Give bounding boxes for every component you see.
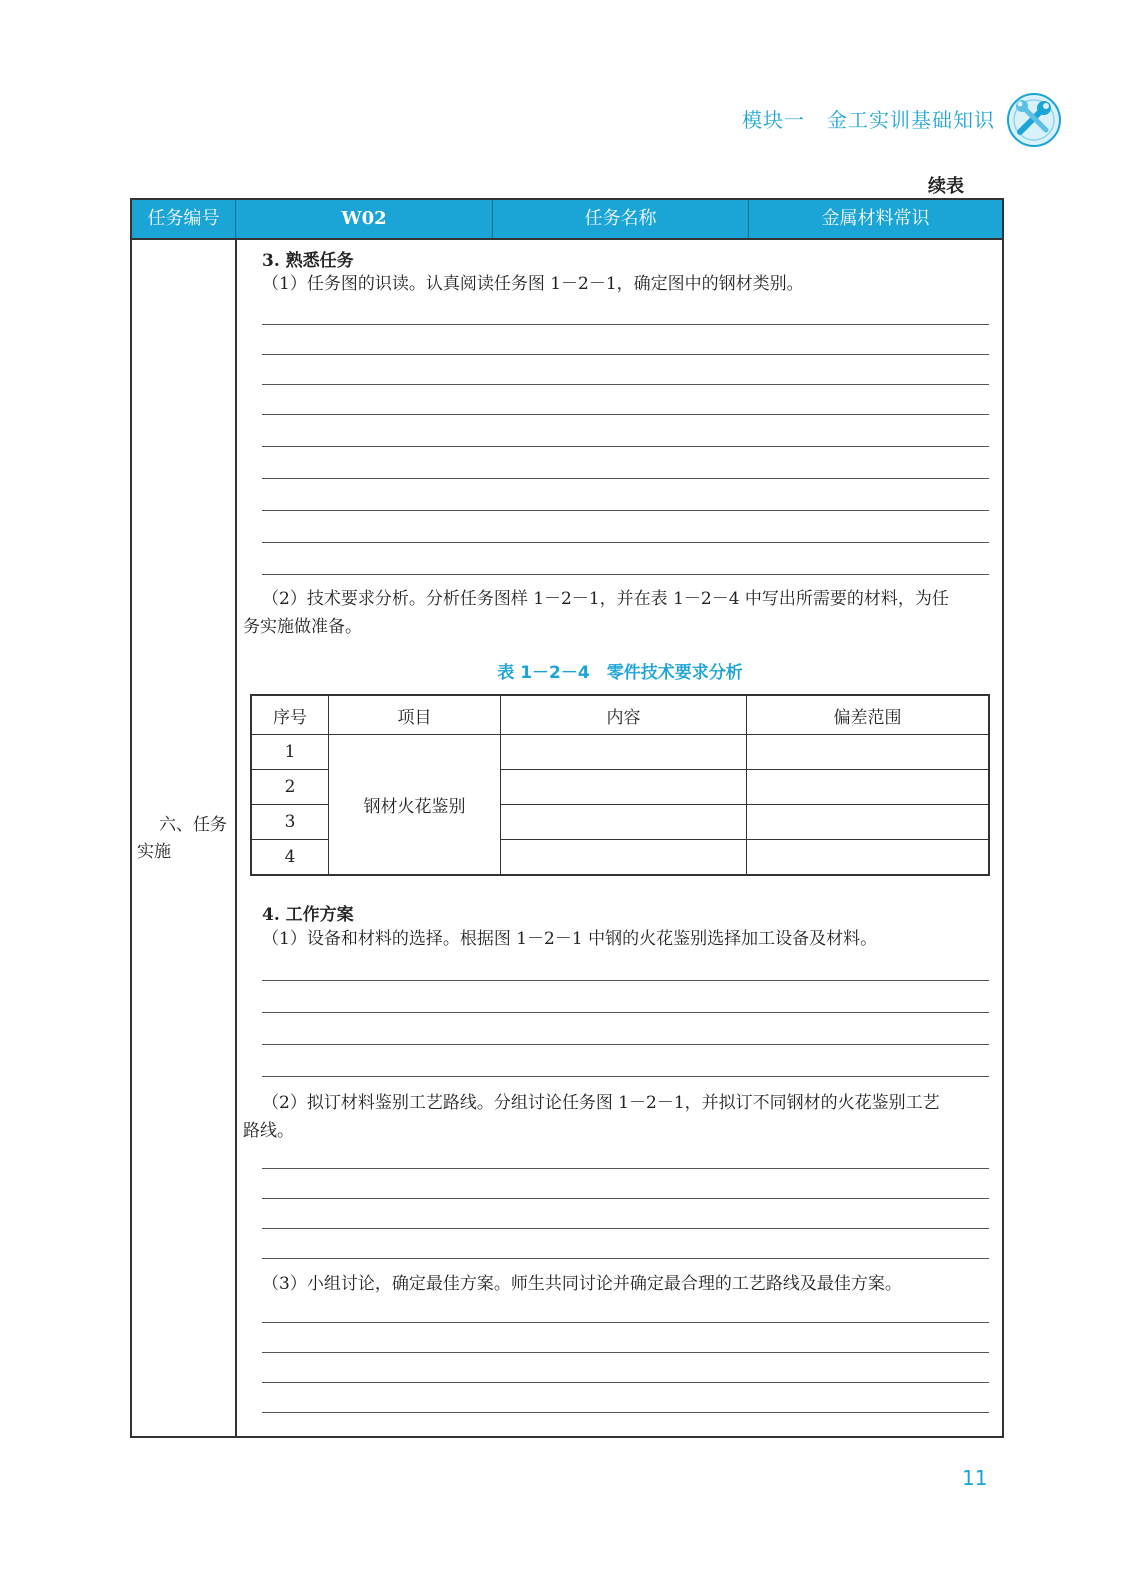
answer-line[interactable] — [262, 478, 989, 479]
continued-label: 续表 — [928, 176, 964, 197]
content-cell[interactable] — [501, 770, 747, 805]
module-title: 金工实训基础知识 — [827, 108, 995, 132]
section-label-line2: 实施 — [137, 842, 171, 862]
answer-line[interactable] — [262, 1322, 989, 1323]
answer-line[interactable] — [262, 1382, 989, 1383]
answer-line[interactable] — [262, 1258, 989, 1259]
answer-line[interactable] — [262, 1198, 989, 1199]
task-id-value: W02 — [341, 208, 387, 229]
answer-line[interactable] — [262, 324, 989, 325]
answer-line[interactable] — [262, 1228, 989, 1229]
content-cell[interactable] — [501, 805, 747, 840]
task-id-label: 任务编号 — [147, 208, 220, 229]
section-4-item-2-line1: （2）拟订材料鉴别工艺路线。分组讨论任务图 1－2－1，并拟订不同钢材的火花鉴别工艺 — [262, 1093, 940, 1113]
answer-line[interactable] — [262, 510, 989, 511]
page-number: 11 — [962, 1466, 988, 1490]
answer-line[interactable] — [262, 414, 989, 415]
answer-line[interactable] — [262, 1412, 989, 1413]
merged-item-cell: 钢材火花鉴别 — [329, 735, 501, 876]
wrench-icon — [1004, 90, 1064, 150]
answer-line[interactable] — [262, 542, 989, 543]
tolerance-cell[interactable] — [747, 805, 990, 840]
answer-line[interactable] — [262, 1168, 989, 1169]
col-header-tolerance: 偏差范围 — [747, 695, 990, 735]
content-cell[interactable] — [501, 840, 747, 876]
answer-line[interactable] — [262, 384, 989, 385]
section-3-item-2-line2: 务实施做准备。 — [243, 617, 362, 637]
section-3-item-1: （1）任务图的识读。认真阅读任务图 1－2－1，确定图中的钢材类别。 — [262, 274, 804, 294]
section-label-line1: 六、任务 — [159, 815, 227, 835]
section-3-title: 3. 熟悉任务 — [262, 251, 354, 271]
answer-line[interactable] — [262, 1352, 989, 1353]
section-3-item-2 — [243, 585, 1003, 641]
tolerance-cell[interactable] — [747, 770, 990, 805]
answer-line[interactable] — [262, 574, 989, 575]
answer-line[interactable] — [262, 354, 989, 355]
header-divider — [132, 238, 1002, 240]
table-row — [251, 735, 989, 770]
row-index: 3 — [251, 805, 329, 840]
table-header-row — [251, 695, 989, 735]
row-index: 4 — [251, 840, 329, 876]
tolerance-cell[interactable] — [747, 840, 990, 876]
answer-line[interactable] — [262, 1044, 989, 1045]
col-header-index: 序号 — [251, 695, 329, 735]
content-cell[interactable] — [501, 735, 747, 770]
task-table-header — [132, 200, 1002, 238]
section-label — [137, 812, 232, 866]
module-number: 模块一 — [742, 108, 805, 132]
section-4-item-2 — [243, 1089, 1003, 1145]
table-caption: 表 1－2－4 零件技术要求分析 — [497, 663, 743, 683]
answer-line[interactable] — [262, 446, 989, 447]
column-divider — [235, 240, 237, 1436]
row-index: 1 — [251, 735, 329, 770]
task-name-label: 任务名称 — [584, 208, 657, 229]
task-name-value: 金属材料常识 — [821, 208, 930, 229]
requirements-table — [250, 694, 990, 876]
answer-line[interactable] — [262, 980, 989, 981]
col-header-item: 项目 — [329, 695, 501, 735]
running-header — [742, 104, 995, 133]
answer-line[interactable] — [262, 1076, 989, 1077]
section-4-item-3: （3）小组讨论，确定最佳方案。师生共同讨论并确定最合理的工艺路线及最佳方案。 — [262, 1274, 902, 1294]
tolerance-cell[interactable] — [747, 735, 990, 770]
section-3-item-2-line1: （2）技术要求分析。分析任务图样 1－2－1，并在表 1－2－4 中写出所需要的材料，为任 — [262, 589, 949, 609]
col-header-content: 内容 — [501, 695, 747, 735]
row-index: 2 — [251, 770, 329, 805]
section-4-title: 4. 工作方案 — [262, 905, 354, 925]
answer-line[interactable] — [262, 1012, 989, 1013]
section-4-item-2-line2: 路线。 — [243, 1121, 294, 1141]
section-4-item-1: （1）设备和材料的选择。根据图 1－2－1 中钢的火花鉴别选择加工设备及材料。 — [262, 929, 878, 949]
